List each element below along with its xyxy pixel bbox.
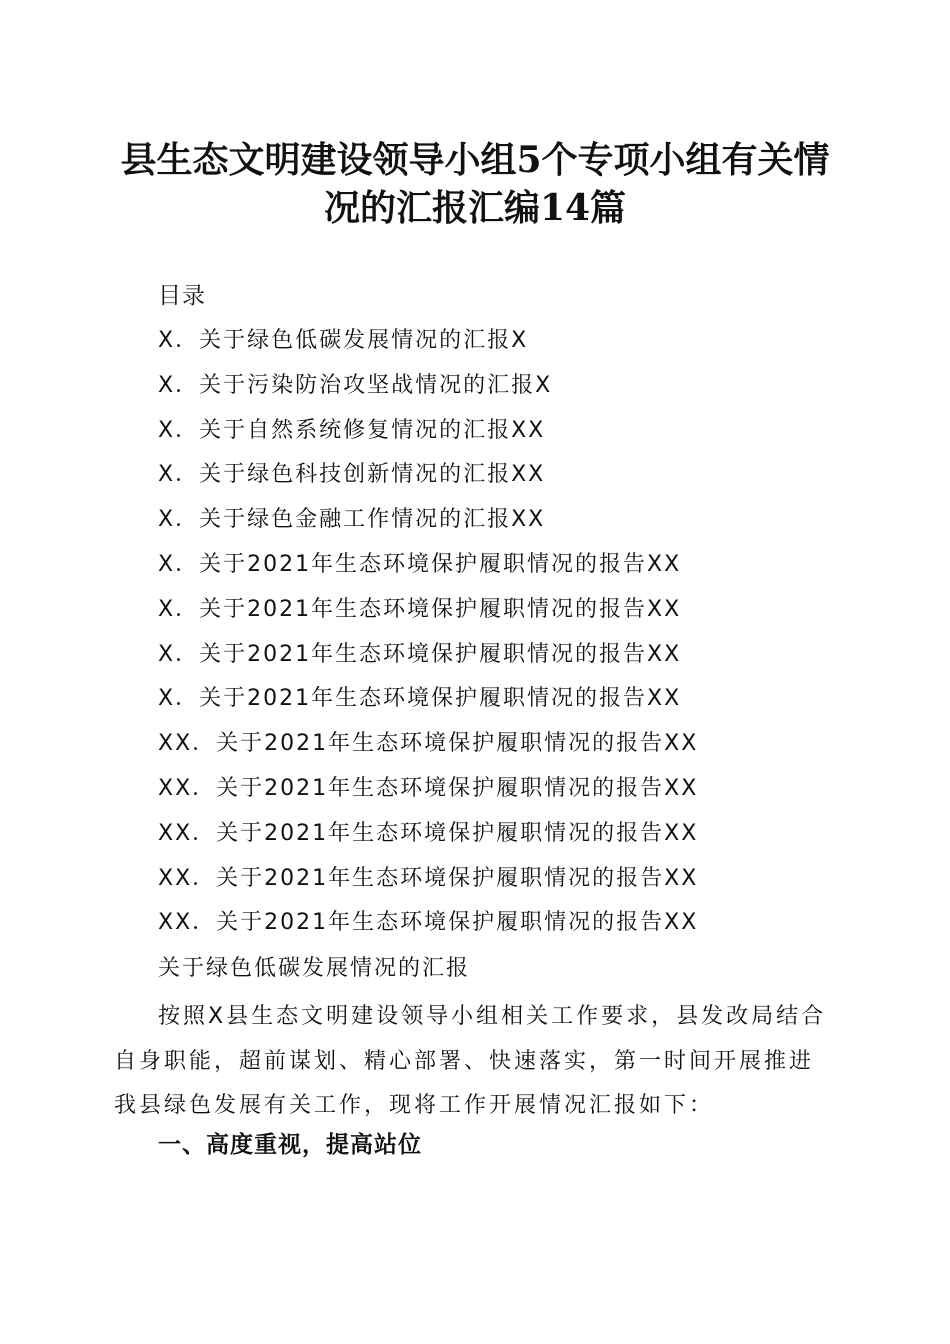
toc-heading: 目录: [158, 283, 206, 309]
body-paragraph: 按照X县生态文明建设领导小组相关工作要求，县发改局结合自身职能，超前谋划、精心部署、快速落实，第一时间开展推进我县绿色发展有关工作，现将工作开展情况汇报如下：: [114, 1004, 827, 1118]
title-line-1: 县生态文明建设领导小组5个专项小组有关情: [120, 139, 830, 181]
toc-item: XX．关于2021年生态环境保护履职情况的报告XX: [158, 820, 699, 846]
toc-item: X．关于2021年生态环境保护履职情况的报告XX: [158, 596, 682, 622]
toc-item: XX．关于2021年生态环境保护履职情况的报告XX: [158, 910, 699, 936]
toc-item: X．关于绿色金融工作情况的汇报XX: [158, 507, 546, 533]
toc-item: X．关于污染防治攻坚战情况的汇报X: [158, 372, 553, 398]
toc-item: XX．关于2021年生态环境保护履职情况的报告XX: [158, 731, 699, 757]
toc-item: X．关于2021年生态环境保护履职情况的报告XX: [158, 551, 682, 577]
toc-item: X．关于绿色科技创新情况的汇报XX: [158, 462, 546, 488]
toc-item: X．关于自然系统修复情况的汇报XX: [158, 417, 546, 443]
title-line-2: 况的汇报汇编14篇: [323, 187, 627, 229]
toc-item: X．关于2021年生态环境保护履职情况的报告XX: [158, 686, 682, 712]
toc-item: XX．关于2021年生态环境保护履职情况的报告XX: [158, 865, 699, 891]
section-title: 关于绿色低碳发展情况的汇报: [158, 956, 471, 981]
toc-item: X．关于绿色低碳发展情况的汇报X: [158, 328, 529, 353]
table-of-contents: [158, 326, 698, 953]
subheading: 一、高度重视，提高站位: [158, 1132, 422, 1158]
toc-item: XX．关于2021年生态环境保护履职情况的报告XX: [158, 775, 699, 801]
document-title: [0, 136, 950, 232]
toc-item: X．关于2021年生态环境保护履职情况的报告XX: [158, 641, 682, 667]
